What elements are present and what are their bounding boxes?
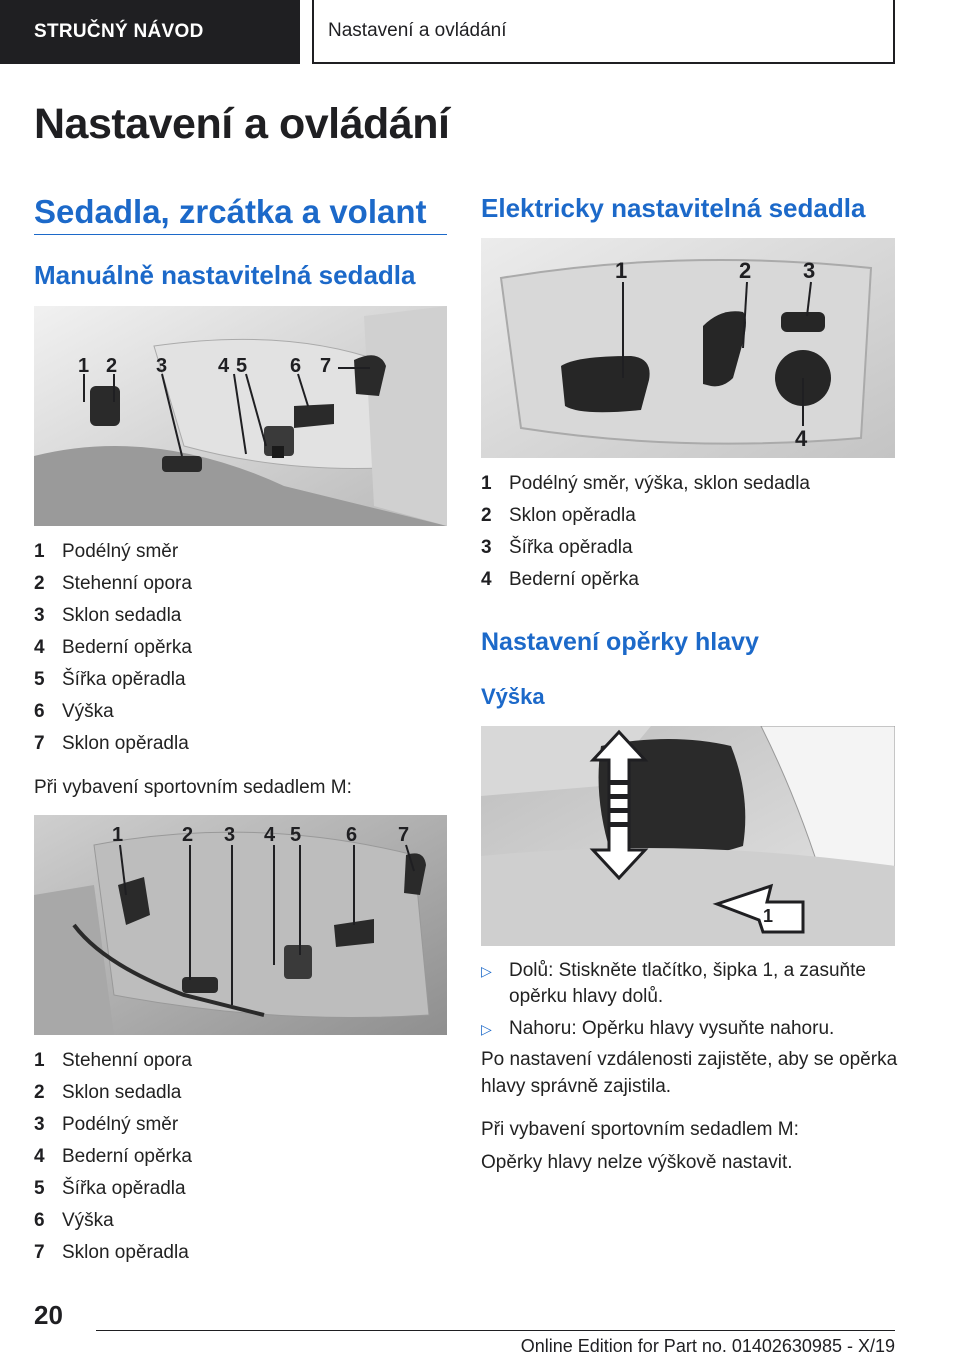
item-text: Bederní opěrka bbox=[509, 569, 639, 590]
bullet-text-line: opěrku hlavy dolů. bbox=[509, 986, 664, 1007]
item-text: Bederní opěrka bbox=[62, 1146, 192, 1167]
list-electric-seat-controls bbox=[481, 468, 810, 596]
footer-rule bbox=[96, 1330, 895, 1331]
item-number: 4 bbox=[34, 1146, 45, 1167]
item-number: 1 bbox=[34, 1050, 45, 1071]
list-item bbox=[34, 632, 192, 664]
header-section-tab bbox=[0, 0, 300, 64]
section-heading-electric-seats: Elektricky nastavitelná sedadla bbox=[481, 193, 866, 223]
list-item bbox=[34, 568, 192, 600]
fig1-label-7: 7 bbox=[320, 355, 332, 377]
list-item bbox=[34, 600, 192, 632]
bullet-text: Nahoru: Opěrku hlavy vysuňte nahoru. bbox=[509, 1018, 835, 1039]
list-item bbox=[34, 1109, 192, 1141]
section-rule-left bbox=[34, 234, 447, 235]
page-title: Nastavení a ovládání bbox=[34, 100, 450, 148]
item-text: Výška bbox=[62, 1210, 114, 1231]
headrest-heading: Nastavení opěrky hlavy bbox=[481, 628, 759, 656]
item-number: 7 bbox=[34, 733, 45, 754]
item-text: Šířka opěradla bbox=[62, 669, 186, 690]
subheading-manual-seats: Manuálně nastavitelná sedadla bbox=[34, 260, 416, 290]
list-item bbox=[481, 958, 895, 1010]
item-text: Podélný směr, výška, sklon sedadla bbox=[509, 473, 810, 494]
item-text: Výška bbox=[62, 701, 114, 722]
section-heading-seats: Sedadla, zrcátka a volant bbox=[34, 193, 427, 230]
item-number: 3 bbox=[34, 1114, 45, 1135]
item-number: 7 bbox=[34, 1242, 45, 1263]
triangle-bullet-icon: ▷ bbox=[481, 1021, 492, 1037]
item-text: Sklon opěradla bbox=[62, 1242, 189, 1263]
list-item bbox=[34, 1045, 192, 1077]
height-heading: Výška bbox=[481, 684, 545, 709]
header-chapter-label: Nastavení a ovládání bbox=[328, 20, 507, 41]
list-item bbox=[34, 1205, 192, 1237]
fig2-label-1: 1 bbox=[112, 824, 124, 846]
item-number: 5 bbox=[34, 1178, 45, 1199]
list-item bbox=[481, 500, 810, 532]
item-text: Podélný směr bbox=[62, 541, 179, 562]
list-item bbox=[481, 564, 810, 596]
item-number: 5 bbox=[34, 669, 45, 690]
item-number: 2 bbox=[34, 1082, 45, 1103]
footer-edition: Online Edition for Part no. 01402630985 - X/19 bbox=[520, 1336, 895, 1356]
figure-sport-seat bbox=[34, 815, 447, 1035]
item-number: 1 bbox=[34, 541, 45, 562]
list-item bbox=[34, 696, 192, 728]
item-number: 4 bbox=[481, 569, 492, 590]
list-item bbox=[34, 1077, 192, 1109]
locking-note bbox=[481, 1046, 897, 1100]
item-number: 3 bbox=[481, 537, 492, 558]
headrest-steps bbox=[481, 958, 895, 1048]
list-item bbox=[34, 1237, 192, 1269]
list-item bbox=[34, 1141, 192, 1173]
fig1-label-5: 5 bbox=[236, 355, 248, 377]
fig1-label-6: 6 bbox=[290, 355, 302, 377]
fig3-label-2: 2 bbox=[739, 258, 752, 283]
sport-seat-note: Při vybavení sportovním sedadlem M: bbox=[34, 777, 352, 798]
item-number: 1 bbox=[481, 473, 492, 494]
list-item bbox=[34, 664, 192, 696]
fig1-label-4: 4 bbox=[218, 355, 230, 377]
header-chapter-tab bbox=[312, 0, 895, 64]
fig4-label-1: 1 bbox=[763, 906, 774, 926]
item-text: Stehenní opora bbox=[62, 1050, 192, 1071]
fig1-label-1: 1 bbox=[78, 355, 90, 377]
list-item bbox=[481, 468, 810, 500]
item-number: 2 bbox=[34, 573, 45, 594]
item-text: Sklon sedadla bbox=[62, 605, 182, 626]
list-item bbox=[34, 728, 192, 760]
fig2-label-7: 7 bbox=[398, 824, 410, 846]
figure-headrest-height bbox=[481, 726, 895, 946]
fig3-label-1: 1 bbox=[615, 258, 628, 283]
fig2-label-2: 2 bbox=[182, 824, 194, 846]
fig2-label-4: 4 bbox=[264, 824, 276, 846]
item-text: Sklon sedadla bbox=[62, 1082, 182, 1103]
item-text: Stehenní opora bbox=[62, 573, 192, 594]
bullet-text-line: Dolů: Stiskněte tlačítko, šipka 1, a zasuňte bbox=[509, 960, 866, 981]
item-text: Sklon opěradla bbox=[509, 505, 636, 526]
item-text: Šířka opěradla bbox=[62, 1178, 186, 1199]
item-number: 3 bbox=[34, 605, 45, 626]
list-item bbox=[481, 532, 810, 564]
item-text: Podélný směr bbox=[62, 1114, 179, 1135]
figure-manual-seat bbox=[34, 306, 447, 526]
item-number: 6 bbox=[34, 701, 45, 722]
fig2-label-3: 3 bbox=[224, 824, 236, 846]
list-item bbox=[34, 536, 192, 568]
locking-note-line: Po nastavení vzdálenosti zajistěte, aby se opěrka bbox=[481, 1049, 898, 1070]
triangle-bullet-icon: ▷ bbox=[481, 963, 492, 979]
fig2-label-5: 5 bbox=[290, 824, 302, 846]
fig1-label-2: 2 bbox=[106, 355, 118, 377]
page-number: 20 bbox=[34, 1300, 63, 1330]
figure-electric-seat-controls bbox=[481, 238, 895, 458]
item-number: 4 bbox=[34, 637, 45, 658]
item-number: 2 bbox=[481, 505, 492, 526]
item-text: Bederní opěrka bbox=[62, 637, 192, 658]
list-manual-seat-controls bbox=[34, 536, 192, 760]
fig1-label-3: 3 bbox=[156, 355, 168, 377]
locking-note-line: hlavy správně zajistila. bbox=[481, 1076, 672, 1097]
fig3-label-3: 3 bbox=[803, 258, 816, 283]
item-number: 6 bbox=[34, 1210, 45, 1231]
item-text: Šířka opěradla bbox=[509, 537, 633, 558]
sport-seat-note-right: Při vybavení sportovním sedadlem M: bbox=[481, 1119, 799, 1140]
fig2-label-6: 6 bbox=[346, 824, 358, 846]
headrest-fixed-note: Opěrky hlavy nelze výškově nastavit. bbox=[481, 1152, 793, 1173]
list-item bbox=[34, 1173, 192, 1205]
header-section-label: STRUČNÝ NÁVOD bbox=[34, 21, 204, 42]
fig3-label-4: 4 bbox=[795, 426, 808, 451]
list-sport-seat-controls bbox=[34, 1045, 192, 1269]
list-item bbox=[481, 1016, 895, 1042]
item-text: Sklon opěradla bbox=[62, 733, 189, 754]
